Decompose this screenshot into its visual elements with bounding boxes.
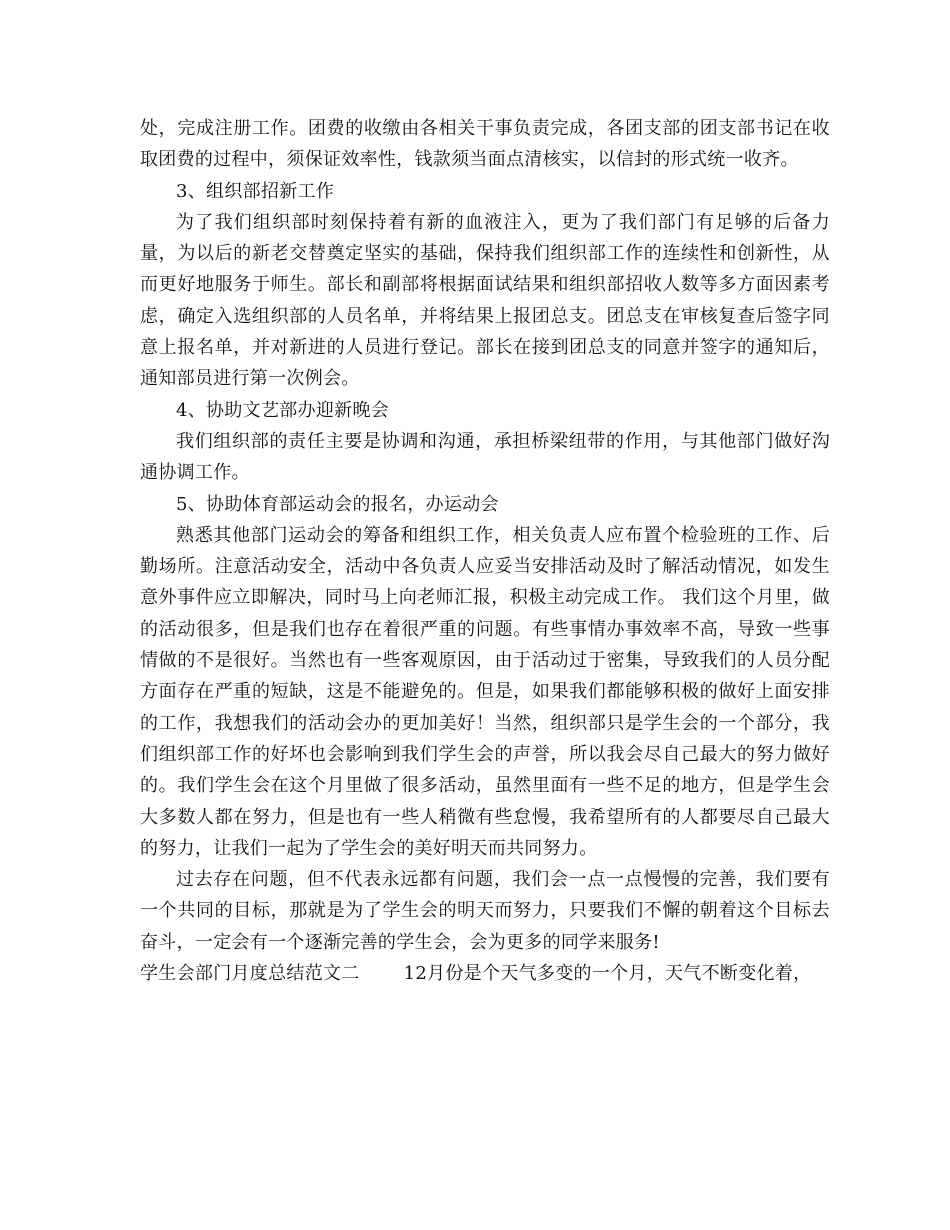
paragraph-conclusion: 过去存在问题，但不代表永远都有问题，我们会一点一点慢慢的完善，我们要有一个共同的目标，那就是为了学生会的明天而努力，只要我们不懈的朝着这个目标去奋斗，一定会有一个逐渐完善的学生会，会为更多的同学来服务! [140,869,830,953]
next-article-line [140,958,830,989]
paragraph-registration: 处，完成注册工作。团费的收缴由各相关干事负责完成，各团支部的团支部书记在收取团费的过程中，须保证效率性，钱款须当面点清核实，以信封的形式统一收齐。 [140,118,830,171]
paragraph-sports-meet: 熟悉其他部门运动会的筹备和组织工作，相关负责人应布置个检验班的工作、后勤场所。注意活动安全，活动中各负责人应妥当安排活动及时了解活动情况，如发生意外事件应立即解决，同时马上向老师汇报，积极主动完成工作。 我们这个月里，做的活动很多，但是我们也存在着很严重的问题。有些事情办事效率不高，导致一些事情做的不是很好。当然也有一些客观原因，由于活动过于密集，导致我们的人员分配方面存在严重的短缺，这是不能避免的。但是，如果我们都能够积极的做好上面安排的工作，我想我们的活动会办的更加美好！当然，组织部只是学生会的一个部分，我们组织部工作的好坏也会影响到我们学生会的声誉，所以我会尽自己最大的努力做好的。我们学生会在这个月里做了很多活动，虽然里面有一些不足的地方，但是学生会大多数人都在努力，但是也有一些人稍微有些怠慢，我希望所有的人都要尽自己最大的努力，让我们一起为了学生会的美好明天而共同努力。 [140,524,830,859]
next-article-opening: 12月份是个天气多变的一个月，天气不断变化着， [403,963,812,985]
paragraph-recruitment: 为了我们组织部时刻保持着有新的血液注入，更为了我们部门有足够的后备力量，为以后的新老交替奠定坚实的基础，保持我们组织部工作的连续性和创新性，从而更好地服务于师生。部长和副部将根据面试结果和组织部招收人数等多方面因素考虑，确定入选组织部的人员名单，并将结果上报团总支。团总支在审核复查后签字同意上报名单，并对新进的人员进行登记。部长在接到团总支的同意并签字的通知后，通知部员进行第一次例会。 [140,211,830,390]
next-article-title: 学生会部门月度总结范文二 [140,963,360,985]
section-heading-recruitment: 3、组织部招新工作 [176,180,335,202]
paragraph-welcome-party: 我们组织部的责任主要是协调和沟通，承担桥梁纽带的作用，与其他部门做好沟通协调工作。 [140,430,830,484]
document-body [140,113,830,989]
section-heading-sports-meet: 5、协助体育部运动会的报名，办运动会 [176,493,499,515]
section-heading-welcome-party: 4、协助文艺部办迎新晚会 [176,399,390,421]
